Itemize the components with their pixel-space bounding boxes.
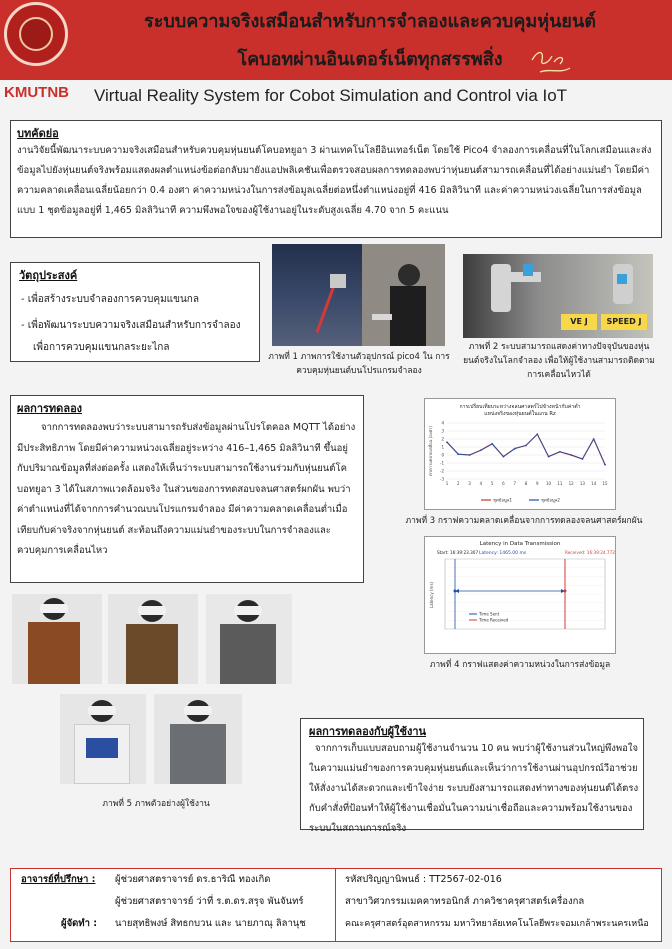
- chart1-legend-label: ชุดข้อมูล1: [493, 497, 512, 503]
- figure-4-caption: ภาพที่ 4 กราฟแสดงค่าความหน่วงในการส่งข้อมูล: [429, 660, 611, 670]
- chart1-xtick: 6: [502, 481, 505, 486]
- chart2-annotation: Latency: 1465.00 ms: [479, 551, 527, 556]
- chart2-ylabel: Latency (ms): [429, 581, 434, 609]
- results-heading: ผลการทดลอง: [17, 402, 83, 415]
- english-title: Virtual Reality System for Cobot Simulation and Control via IoT: [94, 86, 568, 105]
- figure-3-caption: ภาพที่ 3 กราฟความคลาดเคลื่อนจากการทดลองจลนศาสตร์ผกผัน: [405, 516, 643, 526]
- error-chart: [425, 399, 615, 509]
- chart1-xtick: 14: [591, 481, 597, 486]
- chart1-point: [491, 443, 493, 445]
- chart1-point: [514, 448, 516, 450]
- chart1-legend-label: ชุดข้อมูล2: [541, 497, 560, 503]
- figure-5-user-4: [60, 694, 146, 784]
- figure-5-user-2: [108, 594, 198, 684]
- chart1-point: [469, 454, 471, 456]
- signature-mark: [530, 46, 580, 76]
- objectives-heading: วัตถุประสงค์: [19, 269, 78, 282]
- chart1-point: [446, 441, 448, 443]
- fig2-label-ve: VE J: [561, 314, 597, 330]
- chart2-start-label: Start: 16:39:23.307: [437, 550, 479, 555]
- latency-chart: [425, 537, 615, 653]
- user-results-box: [300, 718, 644, 834]
- authors: นายสุทธิพงษ์ สิทธกบวน และ นายภาณุ ลิลานุช: [115, 918, 306, 929]
- chart1-title-2: แหน่งจริงของหุ่นยนต์ในแกน Rz: [484, 411, 556, 417]
- chart2-legend-label: Time Received: [479, 617, 509, 623]
- chart2-legend-label: Time Sent: [479, 611, 500, 617]
- advisor-2: ผู้ช่วยศาสตราจารย์ ว่าที่ ร.ต.ดร.สรุจ พันจันทร์: [115, 896, 304, 907]
- figure-5-user-1: [12, 594, 102, 684]
- abstract-text: งานวิจัยนี้พัฒนาระบบความจริงเสมือนสำหรับควบคุมหุ่นยนต์โคบอทยูอา 3 ผ่านเทคโนโลยีอินเทอร์เน็ต โดยใช้ Pico4 จำลองการเคลื่อนที่ในโลกเสมือนและส่งข้อมูลไปยังหุ่นยนต์จริงพร้อมแสดงผลตำแหน่งข้อต่อกลับมายังแอปพลิเคชันเพื่อตรวจสอบผลการทดลองพบว่าหุ่นยนต์สามารถเคลื่อนที่ได้อย่างแม่นยำ โดยมีค่าความคลาดเคลื่อนเฉลี่ยน้อยกว่า 0.4 องศา ค่าความหน่วงในการส่งข้อมูลเฉลี่ยต่อหนึ่งตำแหน่งอยู่ที่ 416 มิลลิวินาที และค่าความหน่วงเฉลี่ยในการส่งข้อมูลแบบ 1 ชุดข้อมูลอยู่ที่ 1,465 มิลลิวินาที ความพึงพอใจของผู้ใช้งานอยู่ในระดับสูงเฉลี่ย 4.70 จาก 5 คะแนน: [17, 145, 652, 216]
- results-box: [10, 395, 364, 583]
- user-results-text: จากการเก็บแบบสอบถามผู้ใช้งานจำนวน 10 คน พบว่าผู้ใช้งานส่วนใหญ่พึงพอใจในความแม่นยำของการควบคุมหุ่นยนต์และเห็นว่าการใช้งานผ่านอุปกรณ์วีอาช่วยให้สั่งงานได้สะดวกและเข้าใจง่าย ระบบยังสามารถแสดงท่าทางของหุ่นยนต์ได้ตรงกับคำสั่งที่ป้อนทำให้ผู้ใช้งานเชื่อมั่นในความน่าเชื่อถือและความพร้อมใช้งานของระบบในสถานการณ์จริง: [309, 743, 639, 834]
- chart1-xtick: 2: [457, 481, 460, 486]
- fig2-label-speed: SPEED J: [601, 314, 647, 330]
- figure-2-caption: ภาพที่ 2 ระบบสามารถแสดงค่าทางปัจจุบันของหุ่นยนต์จริงในโลกจำลอง เพื่อให้ผู้ใช้งานสามารถติดตามการเคลื่อนไหวได้: [463, 342, 655, 380]
- objective-item-1: - เพื่อสร้างระบบจำลองการควบคุมแขนกล: [21, 294, 199, 305]
- chart1-point: [536, 433, 538, 435]
- objective-item-3: เพื่อการควบคุมแขนกลระยะไกล: [33, 342, 170, 353]
- chart1-point: [525, 445, 527, 447]
- chart1-ytick: -1: [440, 460, 444, 466]
- chart1-point: [559, 451, 561, 453]
- footer-divider: [335, 869, 336, 941]
- advisor-label: อาจารย์ที่ปรึกษา :: [21, 874, 96, 885]
- chart1-ylabel: ค่าความคลาดเคลื่อน (องศา): [428, 426, 433, 476]
- user-results-heading: ผลการทดลองกับผู้ใช้งาน: [309, 725, 427, 738]
- abstract-heading: บทคัดย่อ: [17, 127, 59, 140]
- abstract-box: [10, 120, 662, 238]
- chart1-point: [570, 454, 572, 456]
- advisor-1: ผู้ช่วยศาสตราจารย์ ดร.ธาริณี ทองเกิด: [115, 874, 271, 885]
- chart2-end-label: Received: 16:39:24.772: [565, 550, 615, 555]
- chart1-ytick: 1: [441, 444, 444, 450]
- footer-box: [10, 868, 662, 942]
- chart1-ytick: 3: [441, 428, 444, 434]
- chart1-xtick: 3: [468, 481, 471, 486]
- figure-5-caption: ภาพที่ 5 ภาพตัวอย่างผู้ใช้งาน: [102, 799, 210, 809]
- chart1-point: [480, 449, 482, 451]
- results-text: จากการทดลองพบว่าระบบสามารถรับส่งข้อมูลผ่านโปรโตคอล MQTT ได้อย่างมีประสิทธิภาพ โดยมีค่าความหน่วงเฉลี่ยอยู่ระหว่าง 416–1,465 มิลลิวินาที ขึ้นอยู่กับปริมาณข้อมูลที่ส่งต่อครั้ง แสดงให้เห็นว่าระบบสามารถใช้งานร่วมกับหุ่นยนต์โคบอทยูอา 3 ได้ในสภาพแวดล้อมจริง ในส่วนของการทดสอบจลนศาสตร์ผกผัน พบว่าค่าตำแหน่งที่ได้จากการคำนวณบนโปรแกรมจำลอง มีค่าความคลาดเคลื่อนต่ำเมื่อเทียบกับค่าจริงจากหุ่นยนต์ สะท้อนถึงความแม่นยำของระบบในการจำลองและควบคุมการเคลื่อนไหว: [17, 422, 356, 556]
- chart1-xtick: 4: [479, 481, 483, 486]
- objectives-box: [10, 262, 260, 362]
- chart2-received-point: [564, 590, 567, 593]
- title-line-2: โคบอทผ่านอินเตอร์เน็ตทุกสรรพสิ่ง: [237, 49, 503, 70]
- chart1-ytick: 4: [441, 420, 444, 426]
- authors-label: ผู้จัดทำ :: [61, 918, 98, 929]
- chart1-point: [593, 438, 595, 440]
- figure-1-caption: ภาพที่ 1 ภาพการใช้งานตัวอุปกรณ์ pico4 ใน การควบคุมหุ่นยนต์บนโปรแกรมจำลอง: [268, 352, 450, 376]
- chart1-point: [457, 453, 459, 455]
- figure-2-photo: [463, 254, 653, 338]
- chart1-ytick: 0: [441, 452, 444, 458]
- chart1-point: [503, 456, 505, 458]
- department: สาขาวิศวกรรมเมคคาทรอนิกส์ ภาควิชาครุศาสตร์เครื่องกล: [345, 896, 585, 907]
- chart1-xtick: 13: [579, 481, 585, 486]
- kmutnb-logo-text: KMUTNB: [4, 84, 69, 101]
- chart1-xtick: 12: [568, 481, 574, 486]
- chart1-xtick: 11: [557, 481, 563, 486]
- chart1-point: [604, 464, 606, 466]
- chart1-ytick: -3: [440, 476, 444, 482]
- chart1-point: [548, 456, 550, 458]
- chart1-xtick: 1: [445, 481, 449, 486]
- thesis-code: รหัสปริญญานิพนธ์ : TT2567-02-016: [345, 874, 502, 885]
- chart1-title: การเปรียบเทียบระหว่างจลนศาสตร์ไปข้างหน้ากับค่าตำ: [459, 404, 581, 410]
- figure-1-photo: [272, 244, 445, 346]
- figure-5-user-3: [206, 594, 292, 684]
- chart1-xtick: 8: [524, 481, 528, 486]
- chart1-xtick: 15: [602, 481, 608, 486]
- faculty: คณะครุศาสตร์อุตสาหกรรม มหาวิทยาลัยเทคโนโลยีพระจอมเกล้าพระนครเหนือ: [345, 919, 649, 929]
- chart1-point: [582, 458, 584, 460]
- chart2-sent-point: [454, 590, 457, 593]
- chart1-xtick: 9: [536, 481, 539, 486]
- figure-5-user-5: [154, 694, 242, 784]
- chart1-xtick: 7: [513, 481, 516, 486]
- chart1-xtick: 10: [546, 481, 552, 486]
- chart1-xtick: 5: [490, 481, 494, 486]
- objective-item-2: - เพื่อพัฒนาระบบความจริงเสมือนสำหรับการจำลอง: [21, 320, 241, 331]
- chart1-ytick: 2: [441, 436, 444, 442]
- figure-3-chart-frame: [424, 398, 616, 510]
- chart1-ytick: -2: [440, 468, 444, 474]
- title-line-1: ระบบความจริงเสมือนสำหรับการจำลองและควบคุมหุ่นยนต์: [144, 11, 596, 32]
- university-logo: [4, 2, 68, 66]
- chart2-title: Latency in Data Transmission: [479, 541, 561, 547]
- figure-4-chart-frame: [424, 536, 616, 654]
